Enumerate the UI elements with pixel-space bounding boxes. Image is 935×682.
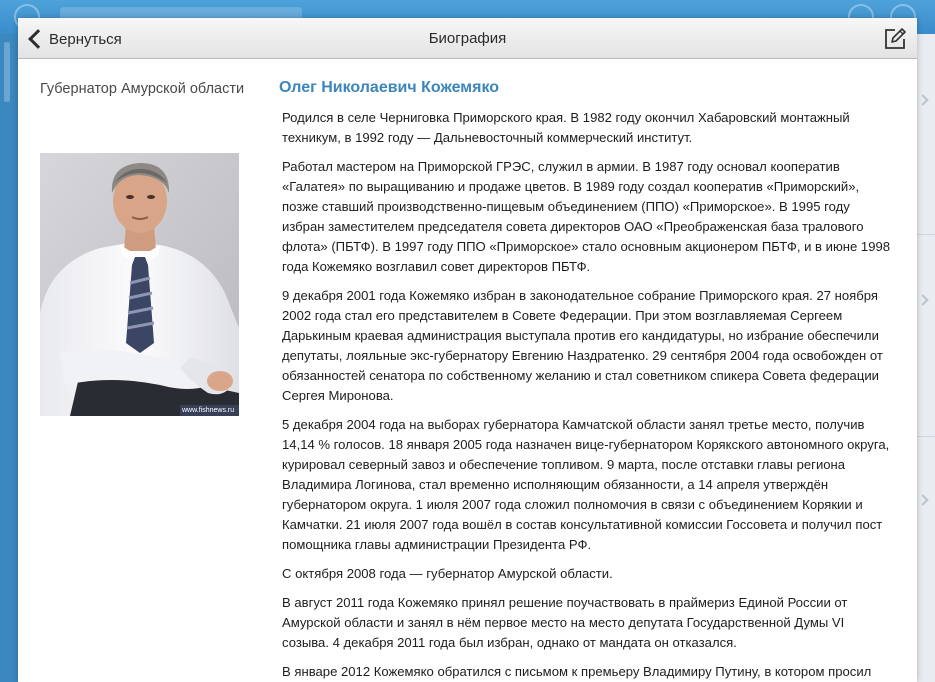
navigation-bar bbox=[18, 18, 917, 59]
back-button-label: Вернуться bbox=[49, 30, 122, 48]
bio-paragraph: В август 2011 года Кожемяко принял решение поучаствовать в праймериз Единой России от Амурской области и занял в нём первое место на место депутата Государственной Думы VI созыва. 4 декабря 2011 года был избран, однако от мандата он отказался. bbox=[282, 595, 848, 650]
chevron-right-icon bbox=[917, 94, 928, 105]
biography-sheet bbox=[18, 18, 917, 682]
background-right-panel bbox=[917, 34, 935, 682]
bio-paragraph: 9 декабря 2001 года Кожемяко избран в законодательное собрание Приморского края. 27 ноября 2002 года стал его представителем в Совете Федерации. При этом возглавляемая Сергеем Дарькиным краевая администрация выступала против его кандидатуры, но избрание обеспечили депутаты, лояльные экс-губернатору Евгению Наздратенко. 29 сентября 2004 года освобожден от обязанностей сенатора по собственному желанию и стал советником спикера Совета федерации Сергея Миронова. bbox=[282, 288, 883, 403]
divider bbox=[917, 234, 935, 235]
chevron-right-icon bbox=[917, 494, 928, 505]
biography-text bbox=[282, 108, 892, 682]
portrait-photo bbox=[40, 153, 239, 416]
edit-icon bbox=[883, 27, 907, 51]
edit-button[interactable] bbox=[883, 27, 907, 51]
photo-watermark: www.fishnews.ru bbox=[182, 407, 235, 414]
page-title: Биография bbox=[428, 30, 507, 47]
bio-paragraph: В январе 2012 Кожемяко обратился с письмом к премьеру Владимиру Путину, в котором просил bbox=[282, 664, 872, 679]
person-name: Олег Николаевич Кожемяко bbox=[279, 79, 500, 96]
chevron-right-icon bbox=[917, 294, 928, 305]
bio-paragraph: С октября 2008 года — губернатор Амурской области. bbox=[282, 566, 613, 581]
bio-paragraph: Работал мастером на Приморской ГРЭС, служил в армии. В 1987 году основал кооператив «Галатея» по выращиванию и продаже цветов. В 1989 году создал кооператив «Приморский», позже ставший производственно-пищевым объединением (ППО) «Приморское». В 1995 году избран заместителем председателя совета директоров ОАО «Преображенская база тралового флота» (ПБТФ). В 1997 году ППО «Приморское» стало основным акционером ПБТФ, и в июне 1998 года Кожемяко возглавил совет директоров ПБТФ. bbox=[282, 159, 891, 274]
background-strip bbox=[4, 42, 10, 102]
bio-paragraph: Родился в селе Черниговка Приморского края. В 1982 году окончил Хабаровский монтажный техникум, в 1992 году — Дальневосточный коммерческий институт. bbox=[282, 110, 850, 145]
background-left-panel bbox=[0, 34, 18, 682]
portrait-illustration bbox=[40, 153, 239, 416]
region-title: Губернатор Амурской области bbox=[40, 81, 245, 97]
bio-paragraph: 5 декабря 2004 года на выборах губернатора Камчатской области занял третье место, получив 14,14 % голосов. 18 января 2005 года назначен вице-губернатором Корякского автономного округа, курировал северный завоз и обеспечение топливом. 9 марта, после отставки главы региона Владимира Логинова, стал временно исполняющим обязанности, а 14 апреля утверждён губернатором округа. 1 июля 2007 года сложил полномочия в связи с объединением Корякии и Камчатки. 21 июля 2007 года вошёл в состав консультативной комиссии Госсовета и получил пост помощника главы администрации Президента РФ. bbox=[282, 417, 890, 552]
divider bbox=[917, 436, 935, 437]
